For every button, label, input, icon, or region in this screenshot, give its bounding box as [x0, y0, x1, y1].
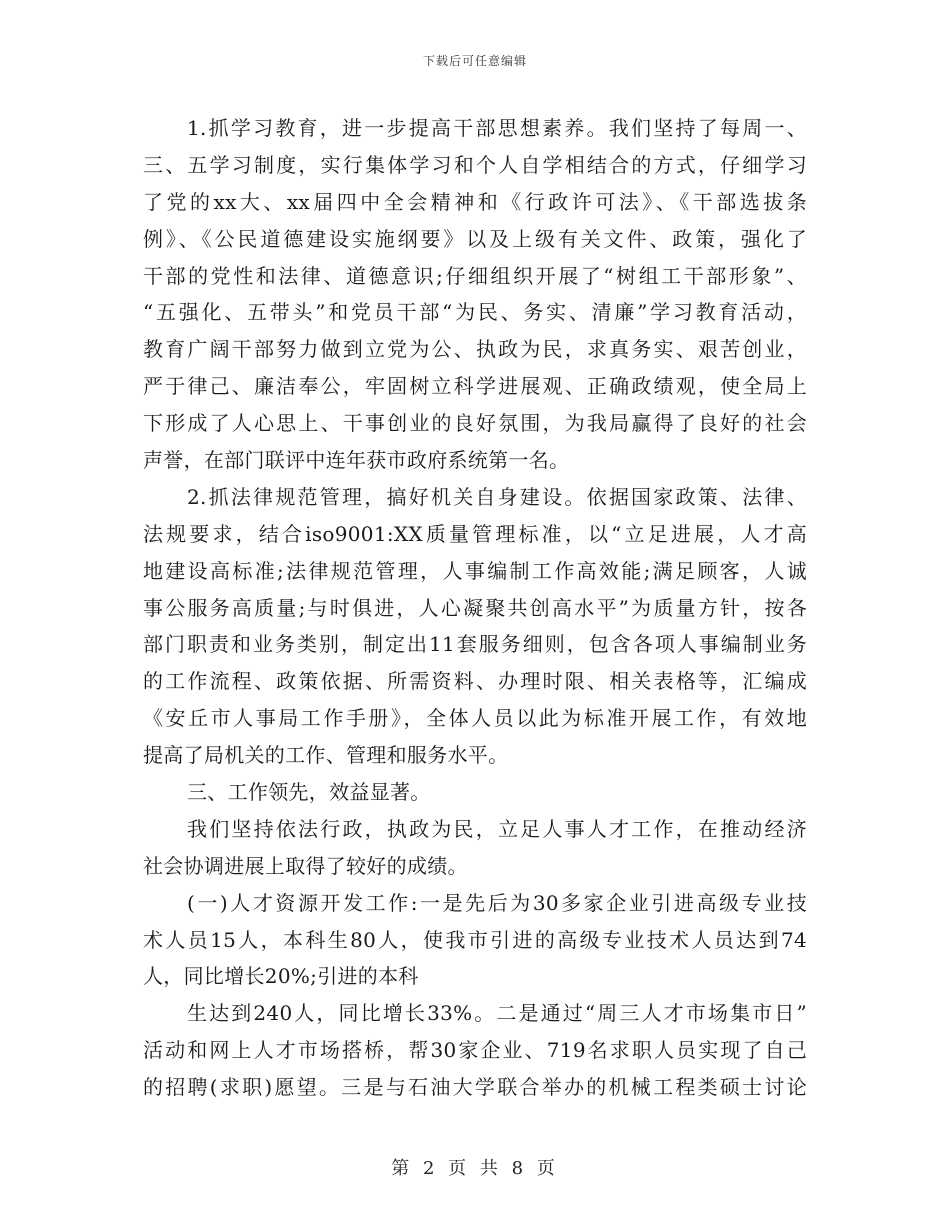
paragraph-4-line-1: (一)人才资源开发工作:一是先后为30多家企业引进高级专业技 [187, 890, 807, 915]
paragraph-2-line-1: 2.抓法律规范管理，搞好机关自身建设。依据国家政策、法律、 [187, 484, 807, 509]
paragraph-1-line-5: 干部的党性和法律、道德意识;仔细组织开展了“树组工干部形象”、 [143, 263, 807, 288]
section-heading: 三、工作领先，效益显著。 [187, 780, 431, 805]
paragraph-2-line-8: 提高了局机关的工作、管理和服务水平。 [143, 743, 509, 768]
paragraph-2-line-3: 地建设高标准;法律规范管理，人事编制工作高效能;满足顾客，人诚 [143, 558, 807, 583]
paragraph-1-line-1: 1.抓学习教育，进一步提高干部思想素养。我们坚持了每周一、 [187, 116, 807, 140]
paragraph-2-line-2: 法规要求，结合iso9001:XX质量管理标准，以“立足进展，人才高 [143, 521, 807, 546]
paragraph-1-line-6: “五强化、五带头”和党员干部“为民、务实、清廉”学习教育活动， [143, 300, 807, 325]
page-header: 下载后可任意编辑 [422, 54, 527, 68]
paragraph-2-line-4: 事公服务高质量;与时俱进，人心凝聚共创高水平”为质量方针，按各 [143, 595, 807, 620]
paragraph-2-line-5: 部门职责和业务类别，制定出11套服务细则，包含各项人事编制业务 [143, 632, 807, 657]
paragraph-3-line-1: 我们坚持依法行政，执政为民，立足人事人才工作，在推动经济 [187, 816, 807, 841]
paragraph-1-line-7: 教育广阔干部努力做到立党为公、执政为民，求真务实、艰苦创业， [143, 337, 807, 362]
paragraph-5-line-3: 的招聘(求职)愿望。三是与石油大学联合举办的机械工程类硕士讨论 [143, 1075, 807, 1100]
document-body [143, 110, 807, 1106]
paragraph-1-line-3: 了党的xx大、xx届四中全会精神和《行政许可法》、《干部选拔条 [143, 189, 807, 214]
paragraph-1-line-8: 严于律己、廉洁奉公，牢固树立科学进展观、正确政绩观，使全局上 [143, 374, 807, 399]
paragraph-3-line-2: 社会协调进展上取得了较好的成绩。 [143, 853, 468, 878]
paragraph-4-line-2: 术人员15人，本科生80人，使我市引进的高级专业技术人员达到74 [143, 927, 807, 952]
paragraph-1-line-10: 声誉，在部门联评中连年获市政府系统第一名。 [143, 448, 570, 473]
paragraph-5-line-1: 生达到240人，同比增长33%。二是通过“周三人才市场集市日” [187, 1001, 807, 1026]
paragraph-1-line-2: 三、五学习制度，实行集体学习和个人自学相结合的方式，仔细学习 [143, 152, 807, 177]
paragraph-2-line-7: 《安丘市人事局工作手册》，全体人员以此为标准开展工作，有效地 [143, 706, 807, 731]
paragraph-1-line-9: 下形成了人心思上、干事创业的良好氛围，为我局赢得了良好的社会 [143, 411, 807, 436]
paragraph-4-line-3: 人，同比增长20%;引进的本科 [143, 964, 419, 989]
paragraph-2-line-6: 的工作流程、政策依据、所需资料、办理时限、相关表格等，汇编成 [143, 669, 807, 694]
page-footer: 第 2 页 共 8 页 [391, 1158, 559, 1179]
paragraph-5-line-2: 活动和网上人才市场搭桥，帮30家企业、719名求职人员实现了自己 [143, 1038, 807, 1063]
paragraph-1-line-4: 例》、《公民道德建设实施纲要》以及上级有关文件、政策，强化了 [143, 226, 807, 251]
